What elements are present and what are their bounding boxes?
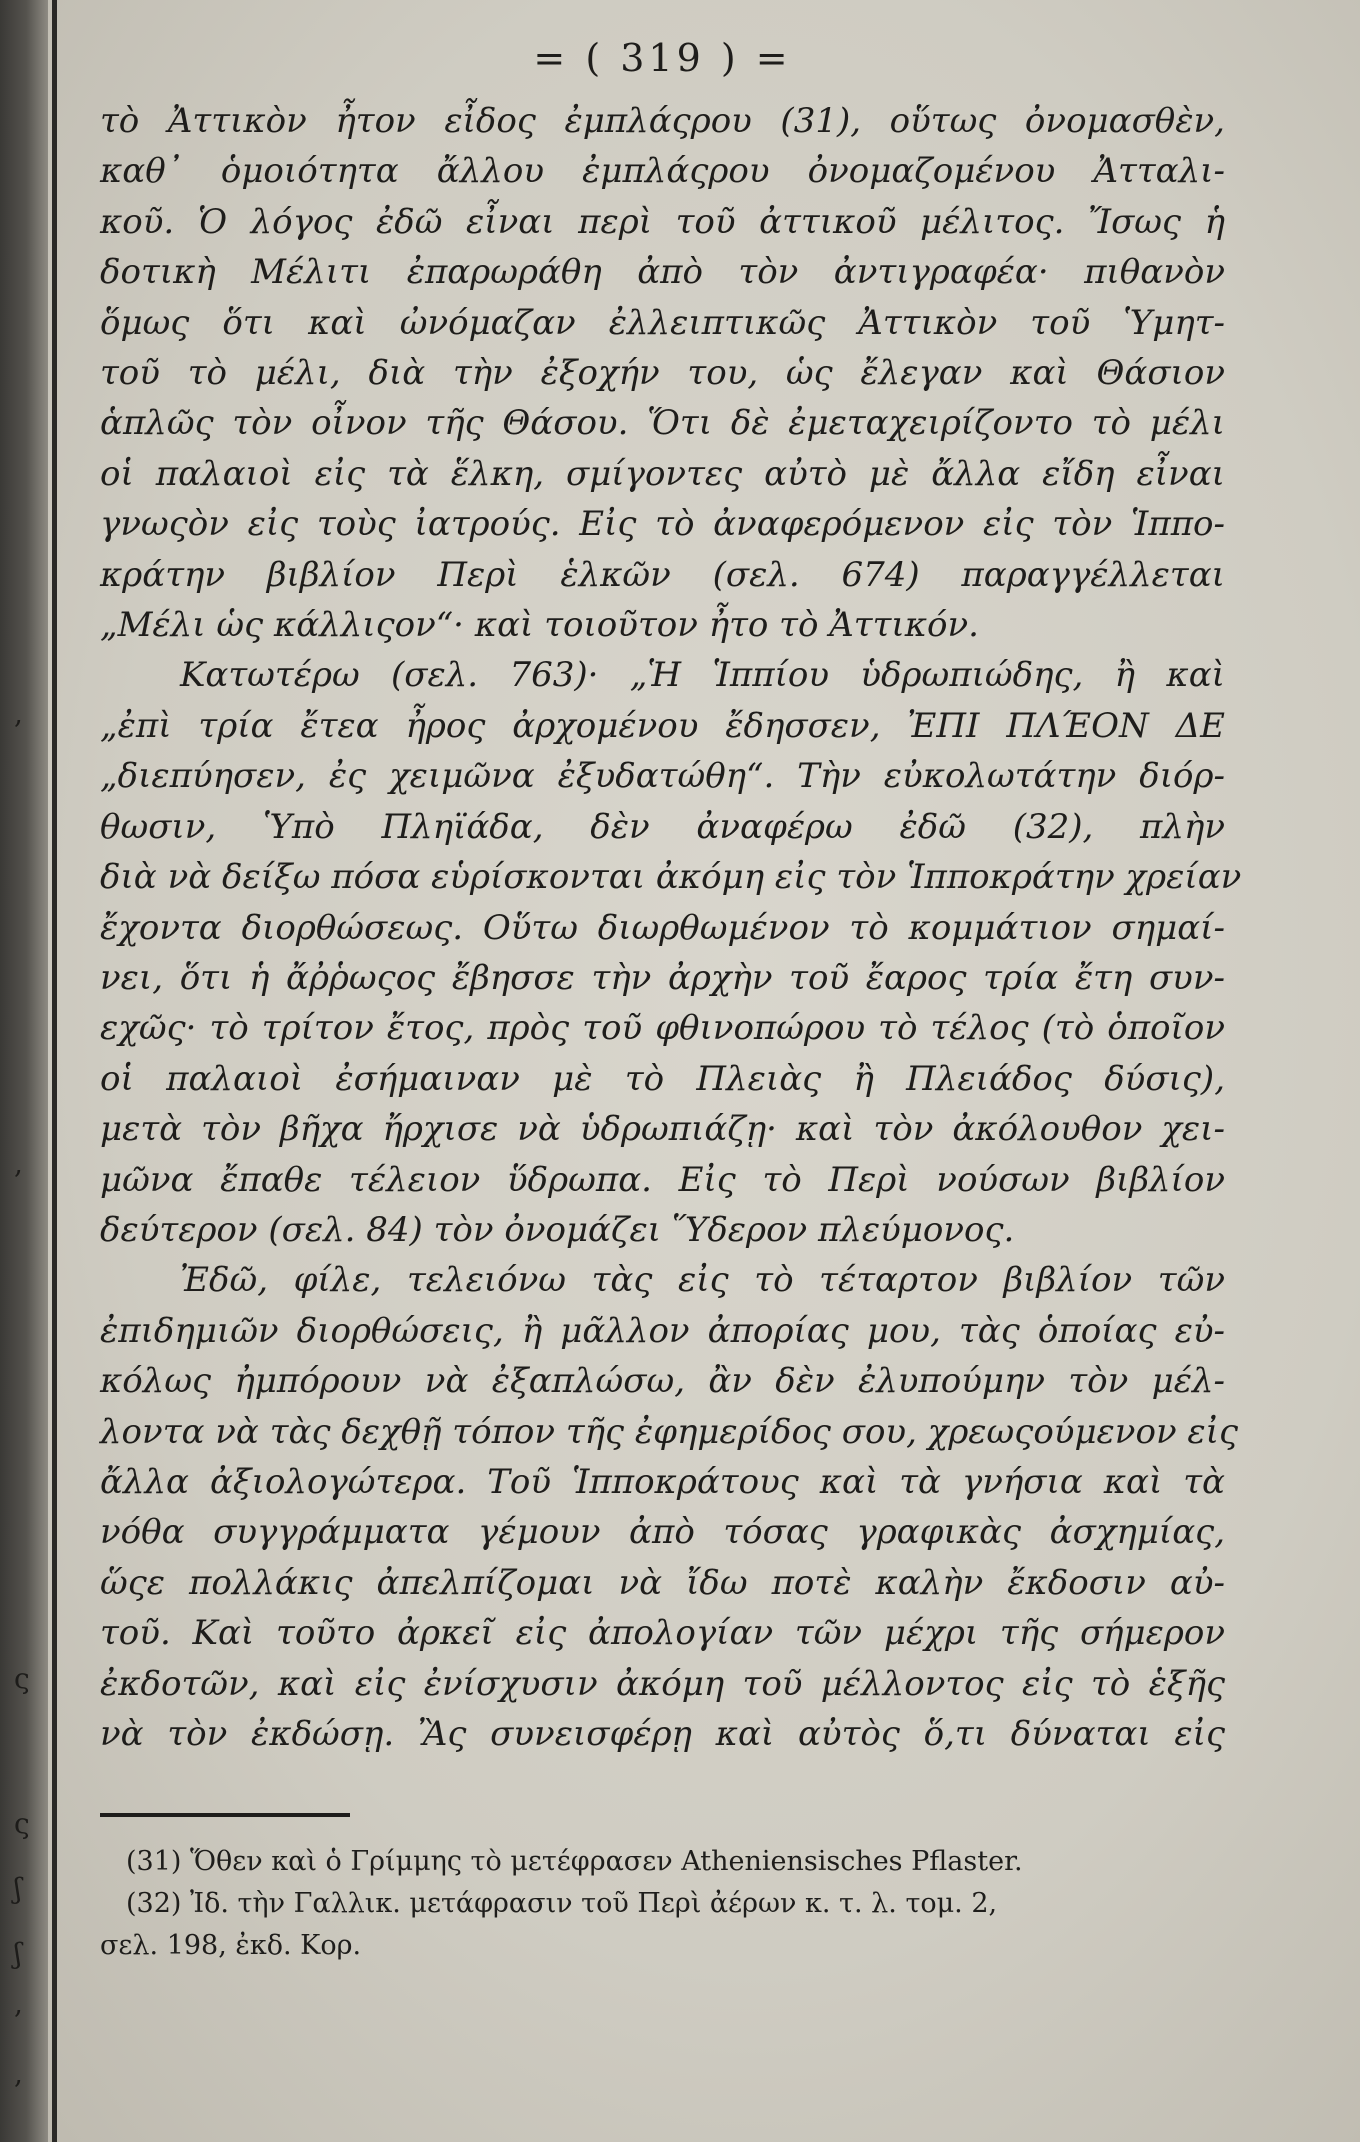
text-line: τὸ Ἀττικὸν ἦτον εἶδος ἐμπλάςρου (31), οὕτως ὀνομασθὲν, [100, 101, 1225, 141]
text-line: ὅμως ὅτι καὶ ὠνόμαζαν ἐλλειπτικῶς Ἀττικὸν τοῦ Ὑμητ- [100, 302, 1225, 343]
text-line: ἐκδοτῶν, καὶ εἰς ἐνίσχυσιν ἀκόμη τοῦ μέλλοντος εἰς τὸ ἑξῆς [100, 1663, 1225, 1704]
text-line: διὰ νὰ δείξω πόσα εὑρίσκονται ἀκόμη εἰς τὸν Ἱπποκράτην χρείαν [100, 857, 1242, 898]
gutter-mark: ς [14, 1662, 30, 1695]
text-line: οἱ παλαιοὶ εἰς τὰ ἕλκη, σμίγοντες αὐτὸ μὲ ἄλλα εἴδη εἶναι [100, 453, 1225, 494]
text-line: γνωςὸν εἰς τοὺς ἰατρούς. Εἰς τὸ ἀναφερόμενον εἰς τὸν Ἱππο- [100, 504, 1225, 545]
text-line: „ἐπὶ τρία ἔτεα ἦρος ἀρχομένου ἔδησσεν, ἘΠΙ ΠΛΈΟΝ ΔΕ [100, 705, 1225, 746]
text-line: Ἐδῶ, φίλε, τελειόνω τὰς εἰς τὸ τέταρτον βιβλίον τῶν [180, 1260, 1225, 1301]
text-line: λοντα νὰ τὰς δεχθῇ τόπον τῆς ἐφημερίδος σου, χρεωςούμενον εἰς [100, 1411, 1239, 1452]
text-line: εχῶς· τὸ τρίτον ἔτος, πρὸς τοῦ φθινοπώρου τὸ τέλος (τὸ ὁποῖον [100, 1008, 1225, 1049]
text-line: καθ᾽ ὁμοιότητα ἄλλου ἐμπλάςρου ὀνομαζομένου Ἀτταλι- [100, 151, 1225, 192]
gutter-mark: , [14, 697, 23, 730]
text-line: ἐπιδημιῶν διορθώσεις, ἢ μᾶλλον ἀπορίας μου, τὰς ὁποίας εὐ- [100, 1310, 1225, 1351]
text-line: οἱ παλαιοὶ ἐσήμαιναν μὲ τὸ Πλειὰς ἢ Πλειάδος δύσις), [100, 1058, 1225, 1099]
text-line: νόθα συγγράμματα γέμουν ἀπὸ τόσας γραφικὰς ἀσχημίας, [100, 1512, 1225, 1553]
text-line: κοῦ. Ὁ λόγος ἐδῶ εἶναι περὶ τοῦ ἀττικοῦ μέλιτος. Ἴσως ἡ [100, 201, 1225, 242]
text-line: νει, ὅτι ἡ ἄῤῥωςος ἔβησσε τὴν ἀρχὴν τοῦ ἔαρος τρία ἔτη συν- [100, 957, 1225, 998]
page-number-header: = ( 319 ) = [533, 36, 792, 80]
text-line: κόλως ἠμπόρουν νὰ ἐξαπλώσω, ἂν δὲν ἐλυπούμην τὸν μέλ- [100, 1361, 1225, 1402]
text-line: μῶνα ἔπαθε τέλειον ὕδρωπα. Εἰς τὸ Περὶ νούσων βιβλίον [100, 1159, 1225, 1200]
text-line: κράτην βιβλίον Περὶ ἑλκῶν (σελ. 674) παραγγέλλεται [100, 554, 1225, 595]
text-line: ἔχοντα διορθώσεως. Οὕτω διωρθωμένον τὸ κομμάτιον σημαί- [100, 907, 1225, 948]
text-line: Κατωτέρω (σελ. 763)· „Ἡ Ἱππίου ὑδρωπιώδης, ἢ καὶ [180, 655, 1225, 696]
gutter-mark: , [14, 2057, 23, 2090]
text-line: μετὰ τὸν βῆχα ἤρχισε νὰ ὑδρωπιάζῃ· καὶ τὸν ἀκόλουθον χει- [100, 1109, 1225, 1150]
text-line: δοτικὴ Μέλιτι ἐπαρωράθη ἀπὸ τὸν ἀντιγραφέα· πιθανὸν [100, 252, 1225, 293]
footnote: (32) Ἰδ. τὴν Γαλλικ. μετάφρασιν τοῦ Περὶ ἀέρων κ. τ. λ. τομ. 2, [126, 1888, 998, 1920]
text-line: „Μέλι ὡς κάλλιςον“· καὶ τοιοῦτον ἦτο τὸ Ἀττικόν. [100, 605, 979, 646]
text-line: δεύτερον (σελ. 84) τὸν ὀνομάζει Ὕδερον πλεύμονος. [100, 1209, 1015, 1250]
page-content [100, 20, 1242, 2120]
gutter-mark: , [14, 1987, 23, 2020]
text-line: „διεπύησεν, ἐς χειμῶνα ἐξυδατώθη“. Τὴν εὐκολωτάτην διόρ- [100, 756, 1225, 797]
text-line: ἄλλα ἀξιολογώτερα. Τοῦ Ἱπποκράτους καὶ τὰ γνήσια καὶ τὰ [100, 1461, 1225, 1502]
footnotes [100, 1841, 1225, 1967]
text-line: τοῦ. Καὶ τοῦτο ἀρκεῖ εἰς ἀπολογίαν τῶν μέχρι τῆς σήμερον [100, 1613, 1225, 1654]
gutter-marks [6, 0, 36, 2142]
body-text [100, 96, 1242, 1759]
gutter-mark: , [14, 1147, 23, 1180]
text-line: θωσιν, Ὑπὸ Πληϊάδα, δὲν ἀναφέρω ἐδῶ (32), πλὴν [100, 806, 1225, 847]
footnote: (31) Ὅθεν καὶ ὁ Γρίμμης τὸ μετέφρασεν Atheniensisches Pflaster. [126, 1846, 1023, 1878]
text-line: ἁπλῶς τὸν οἶνον τῆς Θάσου. Ὅτι δὲ ἐμεταχειρίζοντο τὸ μέλι [100, 403, 1225, 444]
gutter-mark: ʃ [14, 1937, 22, 1970]
text-line: νὰ τὸν ἐκδώσῃ. Ἂς συνεισφέρῃ καὶ αὐτὸς ὅ,τι δύναται εἰς [100, 1714, 1225, 1754]
text-line: ὥςε πολλάκις ἀπελπίζομαι νὰ ἴδω ποτὲ καλὴν ἔκδοσιν αὐ- [100, 1562, 1225, 1603]
gutter-edge-line [52, 0, 57, 2142]
footnote-rule [100, 1813, 350, 1817]
gutter-mark: ʃ [14, 1872, 22, 1905]
text-line: τοῦ τὸ μέλι, διὰ τὴν ἐξοχήν του, ὡς ἔλεγαν καὶ Θάσιον [100, 353, 1225, 394]
footnote: σελ. 198, ἐκδ. Κορ. [100, 1930, 362, 1962]
gutter-mark: ς [14, 1807, 30, 1840]
